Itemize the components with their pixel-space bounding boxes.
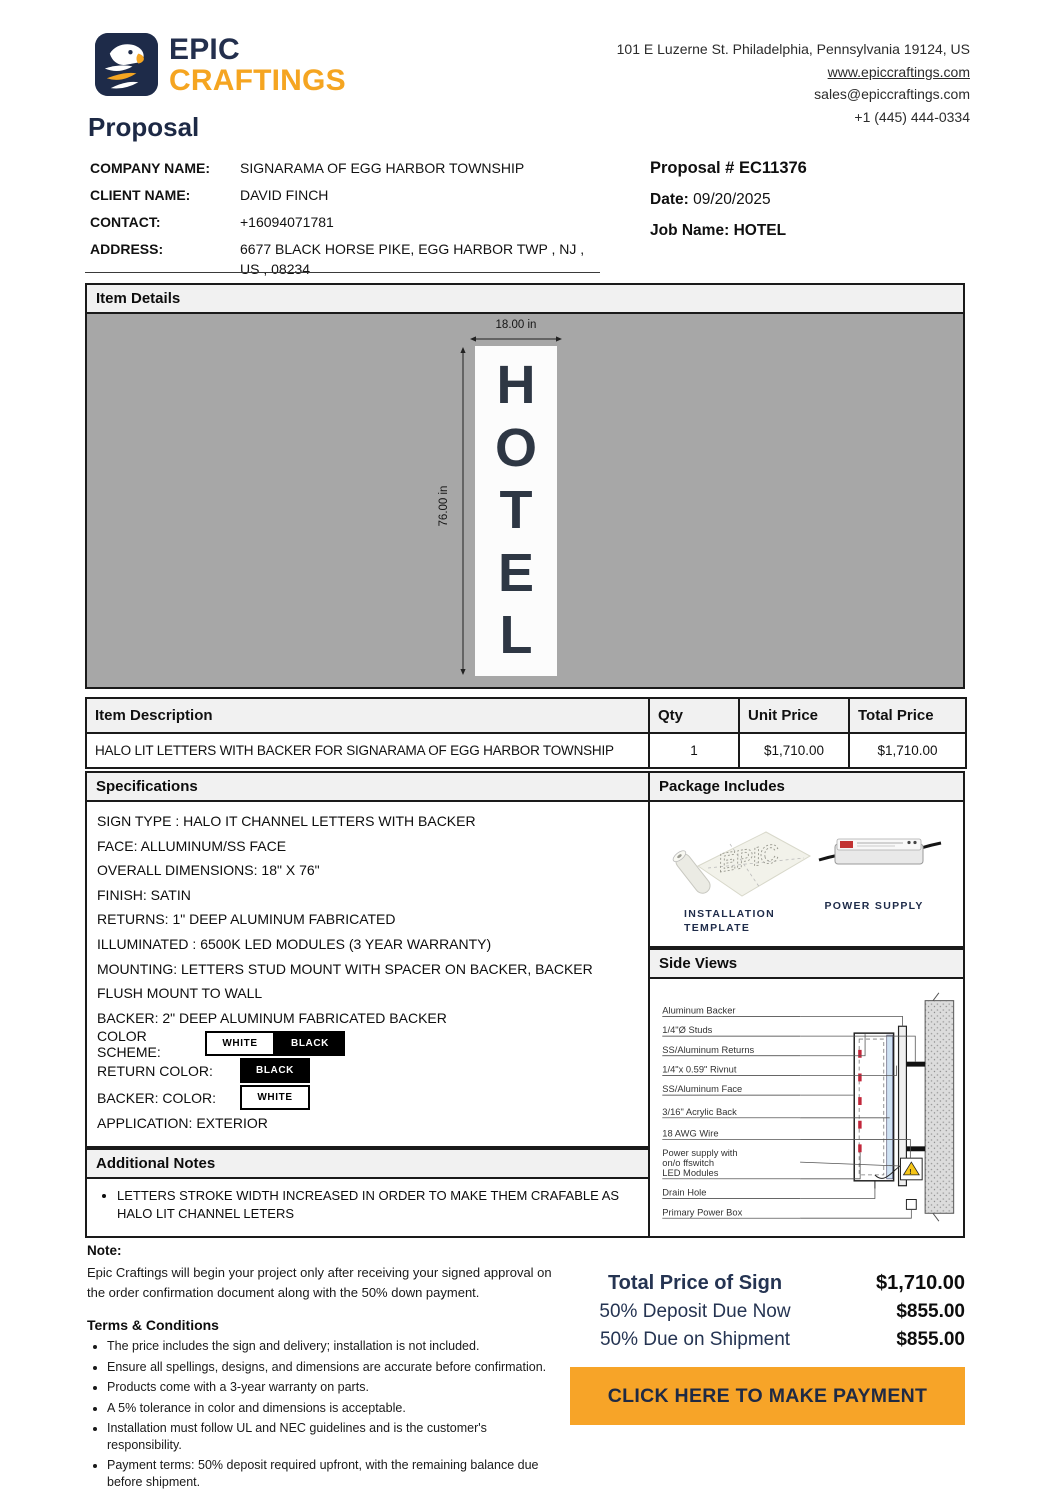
proposal-job-name: HOTEL (733, 222, 787, 239)
backer-color-label: BACKER: COLOR: (97, 1089, 217, 1106)
svg-text:!: ! (909, 1168, 912, 1176)
sv-label-power-supply-2: on/o ffswitch (662, 1158, 715, 1169)
company-phone: +1 (445) 444-0334 (854, 108, 970, 125)
items-table-header-row (86, 698, 966, 733)
client-row-company (90, 158, 650, 178)
backer-color-swatch: WHITE (240, 1085, 310, 1110)
terms-heading: Terms & Conditions (87, 1317, 219, 1333)
note-terms-block (87, 1243, 559, 1494)
client-contact-label: CONTACT: (90, 214, 161, 230)
sv-label-rivnut: 1/4"x 0.59" Rivnut (662, 1064, 737, 1075)
terms-item: • Payment terms: 50% deposit required upfront, with the remaining balance due before shipment. (107, 1457, 559, 1490)
installation-template-label: INSTALLATION TEMPLATE (684, 908, 776, 934)
terms-item: • Installation must follow UL and NEC guidelines and is the customer's responsibility. (107, 1420, 559, 1453)
item-description-cell: HALO LIT LETTERS WITH BACKER FOR SIGNARAMA OF EGG HARBOR TOWNSHIP (86, 733, 649, 768)
proposal-number-label: Proposal # (650, 159, 735, 177)
sv-label-studs: 1/4"Ø Studs (662, 1025, 713, 1036)
width-dimension-arrow (469, 334, 563, 344)
terms-item: • Ensure all spellings, designs, and dimensions are accurate before confirmation. (107, 1359, 559, 1376)
package-sideviews-column (648, 771, 965, 1238)
client-company-value: SIGNARAMA OF EGG HARBOR TOWNSHIP (240, 160, 525, 176)
terms-list (87, 1338, 559, 1490)
company-email: sales@epiccraftings.com (814, 86, 970, 102)
item-unit-price-cell: $1,710.00 (739, 733, 849, 768)
specifications-content (85, 802, 650, 1148)
height-dimension-arrow (458, 346, 468, 676)
proposal-job-line (650, 215, 807, 246)
due-on-shipment-value: $855.00 (896, 1329, 965, 1350)
sign-height-dimension: 76.00 in (438, 485, 450, 527)
item-details-header: Item Details (85, 283, 965, 314)
client-info-block (90, 158, 650, 286)
color-scheme-label: COLOR SCHEME: (97, 1027, 161, 1060)
terms-item: • A 5% tolerance in color and dimensions is acceptable. (107, 1400, 559, 1417)
total-price-label: Total Price of Sign (607, 1272, 783, 1294)
sv-label-led-modules: LED Modules (662, 1167, 719, 1178)
sv-label-returns: SS/Aluminum Returns (662, 1044, 755, 1055)
terms-item: • The price includes the sign and delivery; installation is not included. (107, 1338, 559, 1355)
sign-letter-o: O (494, 417, 537, 478)
power-supply-figure (811, 816, 958, 946)
company-contact-block (617, 38, 970, 128)
company-address: 101 E Luzerne St. Philadelphia, Pennsylvania 19124, US (616, 41, 970, 57)
spec-finish: FINISH: SATIN (97, 886, 191, 903)
spec-face: FACE: ALLUMINUM/SS FACE (97, 837, 287, 854)
col-item-description: Item Description (86, 698, 649, 733)
spec-illuminated: ILLUMINATED : 6500K LED MODULES (3 YEAR WARRANTY) (97, 935, 492, 952)
deposit-due-label: 50% Deposit Due Now (599, 1301, 791, 1322)
client-address-value: 6677 BLACK HORSE PIKE, EGG HARBOR TWP , NJ , US , 08234 (240, 241, 585, 277)
color-scheme-swatch-white: WHITE (205, 1031, 275, 1056)
side-view-diagram (650, 979, 963, 1231)
sign-letter-e: E (497, 542, 535, 603)
proposal-job-label: Job Name: (650, 222, 730, 239)
client-row-address (90, 239, 650, 279)
backer-color-row (97, 1084, 638, 1111)
totals-block (570, 1272, 965, 1425)
item-total-price-cell: $1,710.00 (849, 733, 966, 768)
note-heading: Note: (87, 1243, 122, 1258)
client-row-contact (90, 212, 650, 232)
additional-note-item: • LETTERS STROKE WIDTH INCREASED IN ORDER TO MAKE THEM CRAFABLE AS HALO LIT CHANNEL LETERS (117, 1187, 640, 1223)
proposal-number-line (650, 153, 807, 184)
eagle-logo-icon (95, 33, 158, 96)
sv-label-power-supply-1: Power supply with (662, 1148, 738, 1159)
total-price-value: $1,710.00 (876, 1272, 965, 1294)
sign-letter-l: L (499, 605, 533, 665)
sv-label-primary-power-box: Primary Power Box (662, 1207, 743, 1218)
deposit-due-row (570, 1301, 965, 1323)
proposal-date-label: Date: (650, 191, 689, 208)
deposit-due-value: $855.00 (896, 1301, 965, 1322)
specifications-column (85, 771, 650, 1238)
client-company-label: COMPANY NAME: (90, 160, 211, 176)
return-color-row (97, 1057, 638, 1084)
brand-name-line2: CRAFTINGS (169, 64, 346, 97)
sv-label-face: SS/Aluminum Face (662, 1084, 743, 1095)
package-includes-header: Package Includes (648, 771, 965, 802)
package-includes-content (648, 802, 965, 948)
make-payment-button[interactable]: CLICK HERE TO MAKE PAYMENT (570, 1367, 965, 1425)
installation-template-figure (664, 816, 811, 946)
due-on-shipment-row (570, 1329, 965, 1351)
additional-notes-header: Additional Notes (85, 1148, 650, 1179)
details-two-column-section (85, 771, 965, 1238)
sign-mockup-canvas (85, 314, 965, 689)
spec-mounting: MOUNTING: LETTERS STUD MOUNT WITH SPACER ON BACKER, BACKER FLUSH MOUNT TO WALL (97, 960, 593, 1002)
spec-dimensions: OVERALL DIMENSIONS: 18" X 76" (97, 862, 320, 879)
client-name-value: DAVID FINCH (240, 187, 329, 203)
side-views-header: Side Views (648, 948, 965, 979)
color-scheme-row (97, 1027, 638, 1060)
item-details-section (85, 283, 965, 689)
sv-label-drain-hole: Drain Hole (662, 1187, 707, 1198)
due-on-shipment-label: 50% Due on Shipment (599, 1329, 791, 1350)
proposal-number: EC11376 (738, 159, 807, 177)
sign-letter-h: H (496, 355, 536, 415)
svg-text:EPIC: EPIC (715, 837, 781, 878)
sign-width-dimension: 18.00 in (495, 319, 537, 331)
sign-panel (475, 346, 557, 676)
proposal-meta-block (650, 153, 807, 246)
power-supply-image (817, 830, 943, 876)
return-color-swatch: BLACK (240, 1058, 310, 1083)
client-address-label: ADDRESS: (90, 241, 164, 257)
sv-label-awg-wire: 18 AWG Wire (662, 1128, 719, 1139)
sv-label-aluminum-backer: Aluminum Backer (662, 1005, 736, 1016)
spec-returns: RETURNS: 1" DEEP ALUMINUM FABRICATED (97, 911, 396, 928)
client-name-label: CLIENT NAME: (90, 187, 191, 203)
side-views-content (648, 979, 965, 1238)
col-unit-price: Unit Price (739, 698, 849, 733)
client-contact-value: +16094071781 (240, 214, 334, 230)
total-price-row (570, 1272, 965, 1295)
note-text: Epic Craftings will begin your project only after receiving your signed approval on the order confirmation document along with the 50% down payment. (87, 1265, 552, 1300)
spec-application: APPLICATION: EXTERIOR (97, 1115, 268, 1132)
items-table (85, 697, 967, 769)
brand-name-line1: EPIC (169, 33, 240, 66)
proposal-date: 09/20/2025 (693, 191, 771, 208)
sign-letter-t: T (499, 480, 533, 540)
specifications-header: Specifications (85, 771, 650, 802)
item-qty-cell: 1 (649, 733, 739, 768)
page-title: Proposal (88, 112, 200, 142)
spec-sign-type: SIGN TYPE : HALO IT CHANNEL LETTERS WITH BACKER (97, 813, 476, 829)
spec-backer: BACKER: 2" DEEP ALUMINUM FABRICATED BACKER (97, 1009, 447, 1026)
additional-notes-content (85, 1179, 650, 1238)
terms-item: • Products come with a 3-year warranty on parts. (107, 1379, 559, 1396)
client-row-name (90, 185, 650, 205)
proposal-date-line (650, 184, 807, 215)
brand-name (169, 34, 346, 96)
items-table-row (86, 733, 966, 768)
return-color-label: RETURN COLOR: (97, 1062, 213, 1079)
company-website-link[interactable]: www.epiccraftings.com (827, 63, 970, 80)
client-divider-line (85, 272, 600, 273)
installation-template-image (664, 816, 814, 898)
brand-logo (95, 33, 346, 96)
power-supply-label: POWER SUPPLY (824, 900, 924, 912)
color-scheme-swatch-black: BLACK (275, 1031, 345, 1056)
col-qty: Qty (649, 698, 739, 733)
col-total-price: Total Price (849, 698, 966, 733)
sv-label-acrylic-back: 3/16" Acrylic Back (662, 1106, 737, 1117)
